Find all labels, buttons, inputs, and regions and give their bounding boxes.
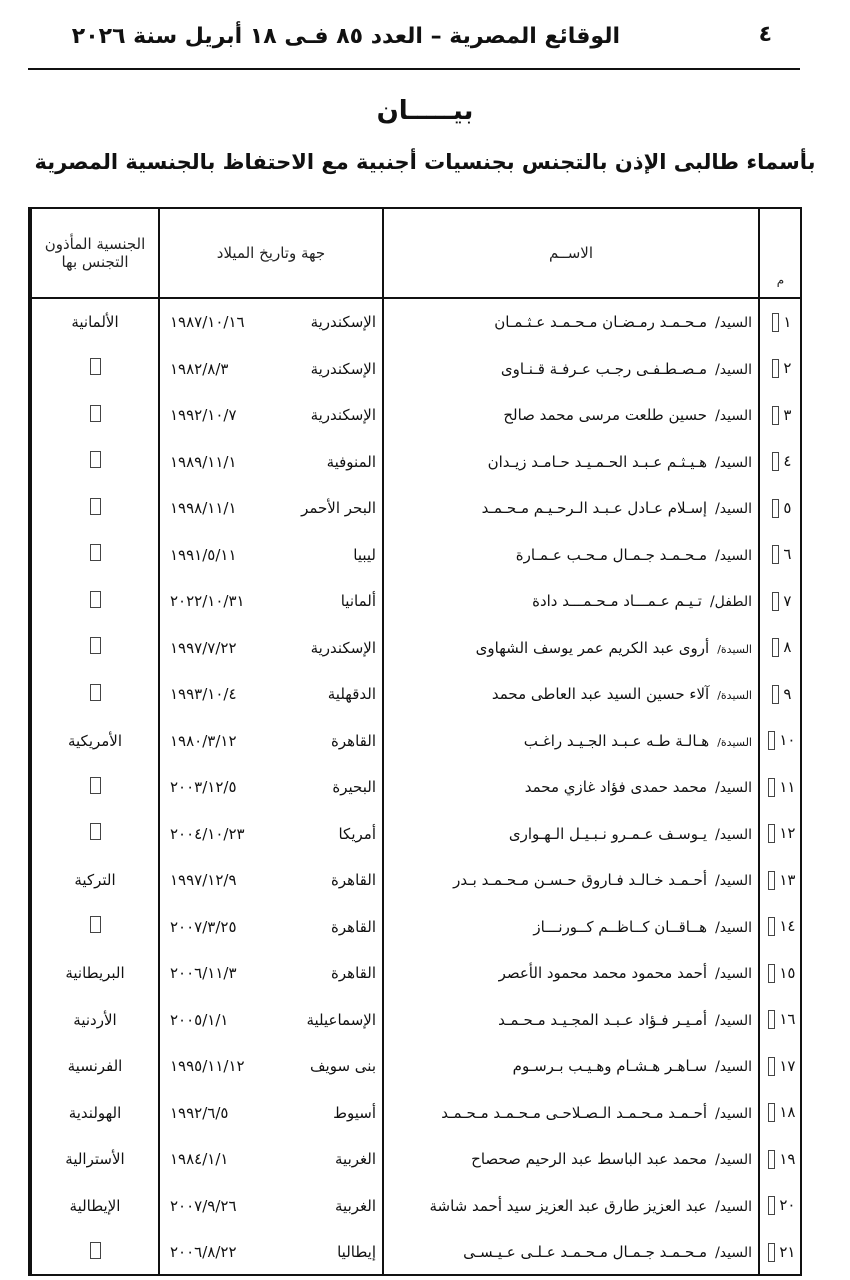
nationality-cell (31, 904, 159, 951)
table-row (31, 718, 801, 765)
row-marker-icon (768, 1057, 775, 1076)
birth-date: ٢٠٠٧/٣/٢٥ (170, 917, 237, 936)
row-number: ١٩ (779, 1149, 796, 1168)
name-cell (383, 997, 759, 1044)
birth-cell (159, 904, 383, 951)
nationality-cell (31, 625, 159, 672)
birth-place: القاهرة (331, 917, 376, 936)
ditto-mark-icon (90, 591, 101, 608)
birth-place: إيطاليا (337, 1243, 376, 1261)
birth-place: ألمانيا (340, 592, 376, 610)
person-name: عبد العزيز طارق عبد العزيز سيد أحمد شاشة (429, 1196, 708, 1215)
honorific: السيدة/ (717, 735, 752, 749)
birth-date: ١٩٨٢/٨/٣ (170, 359, 229, 378)
name-cell (383, 625, 759, 672)
naturalization-table (28, 207, 802, 1276)
row-number: ٢١ (779, 1242, 796, 1261)
table-row (31, 392, 801, 439)
row-number-cell (759, 671, 801, 718)
nationality-cell (31, 857, 159, 904)
nationality: الإيطالية (69, 1196, 121, 1215)
row-number: ١٤ (779, 917, 796, 936)
nationality-cell (31, 346, 159, 393)
person-name: محمد عبد الباسط عبد الرحيم صحصاح (471, 1150, 708, 1169)
nationality: الفرنسية (67, 1057, 123, 1076)
row-marker-icon (768, 778, 775, 797)
row-number: ٥ (783, 498, 792, 517)
birth-cell (159, 578, 383, 625)
birth-date: ٢٠٢٢/١٠/٣١ (170, 592, 245, 610)
person-name: هــاقــان كــاظــم كــورنـــاز (533, 917, 708, 936)
honorific: السيد/ (715, 1198, 752, 1215)
row-marker-icon (772, 359, 779, 378)
row-number: ٢٠ (779, 1196, 796, 1215)
row-marker-icon (772, 452, 779, 471)
person-name: أحمد محمود محمد محمود الأعصر (498, 964, 708, 983)
birth-date: ١٩٩٢/١٠/٧ (170, 406, 237, 424)
name-cell (383, 392, 759, 439)
row-number: ٦ (783, 545, 792, 564)
person-name: آلاء حسين السيد عبد العاطى محمد (491, 685, 710, 704)
table-row (31, 811, 801, 858)
name-cell (383, 811, 759, 858)
honorific: السيد/ (715, 361, 752, 378)
name-cell (383, 1043, 759, 1090)
row-marker-icon (768, 1150, 775, 1169)
birth-cell (159, 718, 383, 765)
honorific: السيد/ (715, 1012, 752, 1029)
person-name: إسـلام عـادل عـبـد الـرحـيـم مـحـمـد (481, 499, 708, 518)
row-number: ٩ (783, 684, 792, 703)
birth-date: ٢٠٠٦/١١/٣ (170, 964, 237, 982)
birth-date: ١٩٨٤/١/١ (170, 1150, 229, 1168)
row-number: ١٢ (779, 824, 796, 843)
person-name: أحـمـد مـحـمـد الـصـلاحـى مـحـمـد مـحـمـد (441, 1103, 708, 1122)
birth-cell (159, 346, 383, 393)
row-marker-icon (772, 313, 779, 332)
table-row (31, 671, 801, 718)
column-header-number: م (759, 209, 801, 298)
birth-cell (159, 671, 383, 718)
row-number: ١٦ (779, 1010, 796, 1029)
ditto-mark-icon (90, 637, 101, 654)
birth-cell (159, 950, 383, 997)
birth-place: الإسكندرية (310, 359, 376, 378)
row-marker-icon (768, 1103, 775, 1122)
birth-cell (159, 1090, 383, 1137)
row-number-cell (759, 346, 801, 393)
nationality-cell (31, 1183, 159, 1230)
name-cell (383, 1183, 759, 1230)
column-header-nationality-line2: التجنس بها (61, 253, 129, 271)
honorific: السيد/ (715, 547, 752, 564)
name-cell (383, 718, 759, 765)
table-row (31, 485, 801, 532)
row-marker-icon (772, 638, 779, 657)
honorific: السيد/ (715, 501, 752, 518)
column-header-nationality (31, 209, 159, 298)
table-row (31, 1229, 801, 1276)
row-number-cell (759, 485, 801, 532)
honorific: السيد/ (715, 1059, 752, 1076)
birth-place: القاهرة (331, 964, 376, 982)
row-number: ١٥ (779, 963, 796, 982)
row-number-cell (759, 718, 801, 765)
nationality: الألمانية (71, 313, 119, 332)
row-number: ٣ (783, 405, 792, 424)
row-marker-icon (768, 964, 775, 983)
name-cell (383, 298, 759, 346)
birth-place: الإسكندرية (310, 406, 376, 424)
birth-place: بنى سويف (310, 1057, 376, 1075)
column-header-nationality-line1: الجنسية المأذون (44, 235, 146, 253)
row-marker-icon (768, 871, 775, 890)
row-number-cell (759, 1136, 801, 1183)
row-number: ١٠ (779, 731, 796, 750)
birth-place: البحيرة (332, 778, 376, 796)
page-header (28, 18, 800, 68)
row-marker-icon (768, 1196, 775, 1215)
honorific: السيد/ (715, 1152, 752, 1169)
birth-cell (159, 997, 383, 1044)
birth-place: الإسكندرية (310, 313, 376, 331)
gazette-title: الوقائع المصرية – العدد ٨٥ فـى ١٨ أبريل سنة ٢٠٢٦ (71, 24, 620, 49)
honorific: السيد/ (715, 826, 752, 843)
birth-cell (159, 485, 383, 532)
birth-place: أمريكا (338, 824, 376, 843)
birth-date: ٢٠٠٦/٨/٢٢ (170, 1243, 237, 1261)
ditto-mark-icon (90, 544, 101, 561)
birth-place: الدقهلية (327, 685, 376, 703)
birth-date: ١٩٩٧/١٢/٩ (170, 871, 237, 889)
nationality-cell (31, 1229, 159, 1276)
nationality: الأردنية (73, 1010, 117, 1029)
birth-date: ١٩٨٧/١٠/١٦ (170, 313, 245, 331)
person-name: مـصـطـفـى رجـب عـرفـة قـنـاوى (500, 359, 708, 378)
person-name: يـوسـف عـمـرو نـبـيـل الـهـوارى (508, 824, 708, 843)
ditto-mark-icon (90, 684, 101, 701)
name-cell (383, 764, 759, 811)
birth-date: ١٩٨٠/٣/١٢ (170, 731, 237, 750)
person-name: مـحـمـد رمـضـان مـحـمـد عـثـمـان (494, 313, 708, 332)
birth-cell (159, 439, 383, 486)
row-number-cell (759, 532, 801, 579)
row-number: ٢ (783, 359, 792, 378)
honorific: السيد/ (715, 873, 752, 890)
row-marker-icon (768, 917, 775, 936)
person-name: حسين طلعت مرسى محمد صالح (503, 406, 708, 425)
nationality-cell (31, 439, 159, 486)
row-marker-icon (772, 545, 779, 564)
column-header-name: الاســم (383, 209, 759, 298)
birth-place: الغربية (335, 1196, 376, 1215)
nationality: البريطانية (65, 964, 125, 983)
birth-cell (159, 1136, 383, 1183)
table-row (31, 1043, 801, 1090)
birth-cell (159, 1229, 383, 1276)
birth-date: ٢٠٠٥/١/١ (170, 1010, 229, 1029)
birth-place: الإسماعيلية (306, 1010, 376, 1029)
birth-cell (159, 811, 383, 858)
nationality-cell (31, 811, 159, 858)
birth-place: القاهرة (331, 731, 376, 750)
column-header-birth: جهة وتاريخ الميلاد (159, 209, 383, 298)
row-number: ٨ (783, 638, 792, 657)
name-cell (383, 485, 759, 532)
row-marker-icon (768, 824, 775, 843)
nationality-cell (31, 532, 159, 579)
nationality-cell (31, 392, 159, 439)
table-row (31, 904, 801, 951)
ditto-mark-icon (90, 777, 101, 794)
nationality: الأمريكية (67, 731, 123, 750)
nationality-cell (31, 1090, 159, 1137)
birth-date: ١٩٨٩/١١/١ (170, 452, 237, 471)
birth-place: ليبيا (353, 545, 376, 564)
birth-cell (159, 1183, 383, 1230)
nationality: الأسترالية (65, 1150, 125, 1169)
table-header-row (31, 209, 801, 298)
person-name: هـيـثـم عـبـد الحـمـيـد حـامـد زيـدان (487, 452, 708, 471)
table-row (31, 625, 801, 672)
statement-title: بيـــــان (376, 96, 474, 126)
person-name: أمـيـر فـؤاد عـبـد المجـيـد مـحـمـد (498, 1010, 708, 1029)
name-cell (383, 671, 759, 718)
birth-place: الغربية (335, 1150, 376, 1168)
row-number: ١٣ (779, 870, 796, 889)
row-marker-icon (772, 592, 779, 611)
row-number-cell (759, 950, 801, 997)
honorific: السيد/ (715, 315, 752, 332)
birth-cell (159, 857, 383, 904)
person-name: مـحـمـد جـمـال مـحـمـد عـلـى عـيـسـى (463, 1243, 708, 1262)
row-number: ١١ (779, 777, 796, 796)
nationality: الهولندية (68, 1103, 122, 1122)
row-marker-icon (768, 1243, 775, 1262)
table-row (31, 764, 801, 811)
table-row (31, 997, 801, 1044)
row-number: ٧ (783, 591, 792, 610)
honorific: الطفل/ (709, 594, 752, 611)
name-cell (383, 1229, 759, 1276)
table-body (31, 298, 801, 1276)
row-number: ١ (783, 312, 792, 331)
honorific: السيد/ (715, 966, 752, 983)
birth-date: ١٩٩١/٥/١١ (170, 545, 237, 564)
birth-place: البحر الأحمر (301, 499, 376, 517)
name-cell (383, 1136, 759, 1183)
nationality-cell (31, 950, 159, 997)
ditto-mark-icon (90, 498, 101, 515)
birth-date: ١٩٩٥/١١/١٢ (170, 1057, 245, 1075)
honorific: السيد/ (715, 919, 752, 936)
row-number-cell (759, 439, 801, 486)
row-number-cell (759, 1090, 801, 1137)
table-row (31, 298, 801, 346)
row-number-cell (759, 578, 801, 625)
nationality-cell (31, 671, 159, 718)
row-number-cell (759, 997, 801, 1044)
honorific: السيد/ (715, 408, 752, 425)
birth-place: القاهرة (331, 871, 376, 889)
person-name: هـالـة طـه عـبـد الجـيـد راغـب (523, 731, 710, 750)
person-name: أحـمـد خـالـد فـاروق حـسـن مـحـمـد بـدر (453, 871, 708, 890)
birth-cell (159, 764, 383, 811)
row-marker-icon (772, 499, 779, 518)
row-number-cell (759, 1043, 801, 1090)
birth-date: ٢٠٠٤/١٠/٢٣ (170, 824, 245, 843)
person-name: محمد حمدى فؤاد غازي محمد (524, 778, 708, 797)
person-name: تـيـم عـمـــاد مـحـمـــد دادة (532, 592, 702, 611)
name-cell (383, 439, 759, 486)
name-cell (383, 346, 759, 393)
row-number-cell (759, 625, 801, 672)
table-row (31, 857, 801, 904)
nationality-cell (31, 1136, 159, 1183)
row-marker-icon (768, 1010, 775, 1029)
name-cell (383, 578, 759, 625)
honorific: السيد/ (715, 1245, 752, 1262)
table-row (31, 532, 801, 579)
table-row (31, 439, 801, 486)
nationality-cell (31, 718, 159, 765)
birth-date: ١٩٩٢/٦/٥ (170, 1103, 229, 1122)
row-number: ١٨ (779, 1103, 796, 1122)
nationality-cell (31, 578, 159, 625)
ditto-mark-icon (90, 1242, 101, 1259)
birth-date: ٢٠٠٣/١٢/٥ (170, 778, 237, 796)
header-divider (28, 68, 800, 70)
honorific: السيد/ (715, 454, 752, 471)
ditto-mark-icon (90, 451, 101, 468)
birth-date: ١٩٩٧/٧/٢٢ (170, 638, 237, 657)
nationality: التركية (74, 871, 116, 890)
person-name: سـاهـر هـشـام وهـيـب بـرسـوم (512, 1057, 708, 1076)
page-number: ٤ (758, 22, 772, 47)
ditto-mark-icon (90, 358, 101, 375)
nationality-cell (31, 298, 159, 346)
row-number-cell (759, 298, 801, 346)
birth-place: المنوفية (326, 452, 376, 471)
table-row (31, 1090, 801, 1137)
statement-subtitle: بأسماء طالبى الإذن بالتجنس بجنسيات أجنبية مع الاحتفاظ بالجنسية المصرية (34, 150, 816, 174)
birth-date: ٢٠٠٧/٩/٢٦ (170, 1196, 237, 1215)
row-number: ٤ (783, 452, 792, 471)
table-row (31, 1183, 801, 1230)
honorific: السيد/ (715, 1105, 752, 1122)
nationality-cell (31, 764, 159, 811)
row-number-cell (759, 764, 801, 811)
nationality-cell (31, 485, 159, 532)
birth-cell (159, 532, 383, 579)
row-marker-icon (772, 685, 779, 704)
person-name: أروى عبد الكريم عمر يوسف الشهاوى (475, 638, 710, 657)
row-number-cell (759, 904, 801, 951)
name-cell (383, 532, 759, 579)
name-cell (383, 1090, 759, 1137)
birth-place: أسيوط (333, 1103, 376, 1122)
person-name: مـحـمـد جـمـال مـحـب عـمـارة (515, 545, 708, 564)
honorific: السيد/ (715, 780, 752, 797)
table-row (31, 346, 801, 393)
row-number-cell (759, 857, 801, 904)
ditto-mark-icon (90, 916, 101, 933)
birth-date: ١٩٩٨/١١/١ (170, 499, 237, 517)
table-row (31, 950, 801, 997)
table-row (31, 1136, 801, 1183)
name-cell (383, 950, 759, 997)
row-number: ١٧ (779, 1056, 796, 1075)
name-cell (383, 904, 759, 951)
row-number-cell (759, 811, 801, 858)
table-row (31, 578, 801, 625)
birth-cell (159, 298, 383, 346)
honorific: السيدة/ (717, 689, 752, 703)
honorific: السيدة/ (717, 642, 752, 656)
birth-date: ١٩٩٣/١٠/٤ (170, 685, 237, 703)
ditto-mark-icon (90, 823, 101, 840)
row-number-cell (759, 392, 801, 439)
name-cell (383, 857, 759, 904)
row-marker-icon (768, 731, 775, 750)
row-number-cell (759, 1183, 801, 1230)
nationality-cell (31, 997, 159, 1044)
birth-place: الإسكندرية (310, 638, 376, 657)
birth-cell (159, 625, 383, 672)
ditto-mark-icon (90, 405, 101, 422)
row-number-cell (759, 1229, 801, 1276)
birth-cell (159, 1043, 383, 1090)
birth-cell (159, 392, 383, 439)
nationality-cell (31, 1043, 159, 1090)
row-marker-icon (772, 406, 779, 425)
